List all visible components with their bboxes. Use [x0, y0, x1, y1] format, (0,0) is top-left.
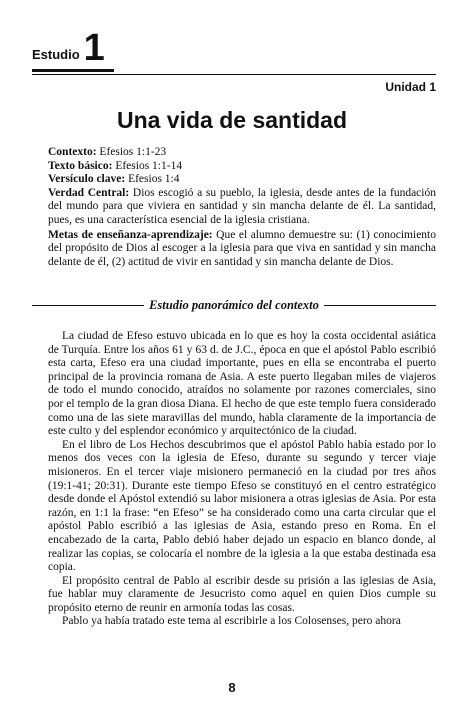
- study-word: Estudio: [32, 47, 80, 62]
- meta-texto: Texto básico: Efesios 1:1-14: [48, 159, 183, 172]
- header-rule: [32, 69, 114, 72]
- page-number: 8: [228, 680, 236, 695]
- section-rule-left: [32, 305, 144, 306]
- paragraph: En el libro de Los Hechos descubrimos que el apóstol Pablo había estado por lo menos dos veces con la iglesia de Efeso, durante su segundo y tercer viaje misioneros. En el tercer viaje misionero permaneció en la ciudad por tres años (19:1-41; 20:31). Durante este tiempo Efeso se constituyó en el centro estratégico desde donde el Apóstol extendió su labor misionera a otras iglesias de Asia. Por esta razón, en 1:1 la frase: “en Efeso” se ha considerado como una carta circular que el apóstol Pablo escribió a las iglesias de Asia, estando preso en Roma. En el encabezado de la carta, Pablo debió haber dejado un espacio en blanco donde, al realizar las copias, se colocaría el nombre de la iglesia a la que estaba destinada esa copia.: [48, 438, 436, 574]
- unit-rule: [32, 74, 436, 75]
- meta-contexto: Contexto: Efesios 1:1-23: [48, 146, 167, 158]
- section-rule-right: [324, 305, 436, 306]
- study-meta: [48, 146, 436, 269]
- section-heading: [32, 298, 436, 313]
- body-text: [48, 330, 436, 629]
- study-number: 1: [83, 27, 105, 69]
- paragraph: La ciudad de Efeso estuvo ubicada en lo que es hoy la costa occidental asiática de Turquía. Entre los años 61 y 63 d. de J.C., época en que el apóstol Pablo escribió esta carta, Efeso era una ciudad importante, pues en ella se encontraba el puerto principal de la provincia romana de Asia. A este puerto llegaban miles de viajeros de todo el mundo conocido, atraídos no solamente por razones comerciales, sino por el templo de la gran diosa Diana. El hecho de que este templo fuera considerado como una de las siete maravillas del mundo, habla claramente de la importancia de este culto y del esplendor económico y arquitectónico de la ciudad.: [48, 330, 436, 438]
- paragraph: El propósito central de Pablo al escribir desde su prisión a las iglesias de Asia, fue hablar muy claramente de Jesucristo como aquel en quien Dios cumple su propósito eterno de reunir en armonía todas las cosas.: [48, 574, 436, 614]
- meta-versiculo: Versículo clave: Efesios 1:4: [48, 173, 180, 186]
- page-title: Una vida de santidad: [116, 107, 348, 133]
- meta-verdad: Verdad Central: Dios escogió a su pueblo, la iglesia, desde antes de la fundación del mundo para que viviera en santidad y sin mancha delante de él. La santidad, pues, es una característica esencial de la iglesia cristiana.: [48, 186, 436, 226]
- meta-metas: Metas de enseñanza-aprendizaje: Que el alumno demuestre su: (1) conocimiento del propósito de Dios al escoger a la iglesia para que viva en santidad y sin mancha delante de él, (2) actitud de vivir en santidad y sin mancha delante de Dios.: [48, 228, 436, 268]
- study-header: [32, 27, 105, 69]
- paragraph: Pablo ya había tratado este tema al escribirle a los Colosenses, pero ahora: [62, 615, 401, 628]
- unit-label: Unidad 1: [385, 80, 436, 94]
- section-title: Estudio panorámico del contexto: [149, 298, 319, 312]
